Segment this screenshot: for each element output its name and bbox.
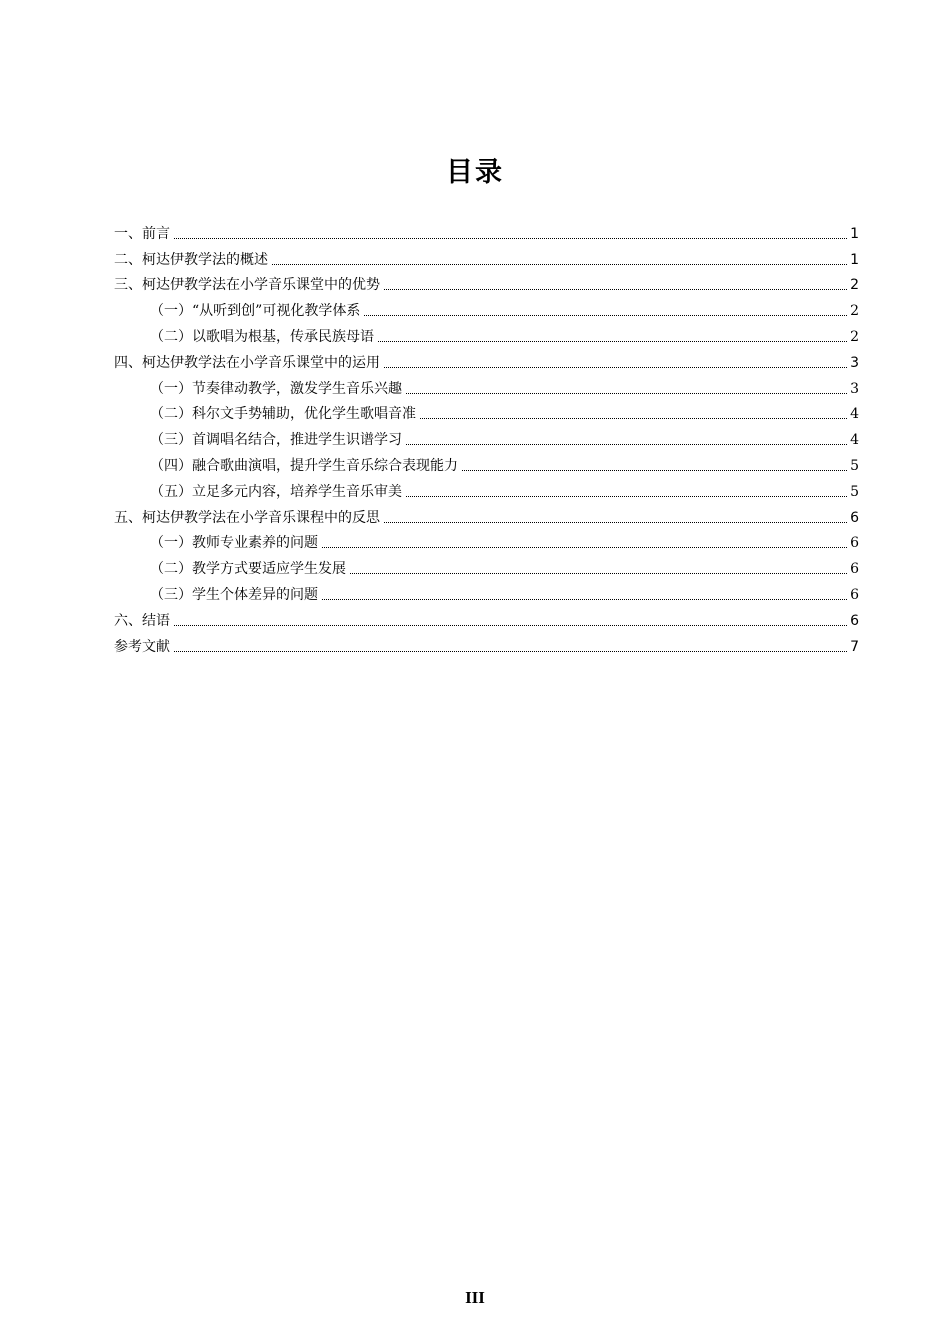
toc-dot-leader: [174, 625, 847, 626]
toc-subentry-3-1[interactable]: [114, 295, 859, 321]
toc-subentry-5-1[interactable]: [114, 528, 859, 554]
toc-dot-leader: [406, 393, 847, 394]
toc-entry-label: 六、结语: [114, 612, 170, 629]
toc-entry-label: （一）“从听到创”可视化教学体系: [150, 303, 361, 320]
toc-entry-label: （二）以歌唱为根基，传承民族母语: [150, 328, 374, 345]
toc-subentry-4-5[interactable]: [114, 476, 859, 502]
toc-subentry-5-3[interactable]: [114, 579, 859, 605]
toc-entry-page: 6: [850, 586, 859, 603]
toc-entry-label: （三）首调唱名结合，推进学生识谱学习: [150, 432, 402, 449]
toc-subentry-3-2[interactable]: [114, 321, 859, 347]
toc-entry-page: 1: [850, 251, 859, 268]
toc-entry-conclusion[interactable]: [114, 605, 859, 631]
toc-entry-label: （五）立足多元内容，培养学生音乐审美: [150, 483, 402, 500]
toc-entry-page: 1: [850, 225, 859, 242]
toc-entry-page: 3: [850, 380, 859, 397]
toc-dot-leader: [350, 573, 847, 574]
toc-dot-leader: [420, 418, 847, 419]
page-title: 目录: [446, 157, 504, 188]
table-of-contents: [114, 218, 859, 657]
toc-entry-label: 一、前言: [114, 225, 170, 242]
toc-entry-page: 2: [850, 303, 859, 320]
toc-entry-advantages[interactable]: [114, 270, 859, 296]
page-number: III: [465, 1288, 485, 1307]
toc-dot-leader: [384, 367, 847, 368]
toc-entry-references[interactable]: [114, 631, 859, 657]
toc-entry-label: （二）教学方式要适应学生发展: [150, 561, 346, 578]
toc-entry-label: 三、柯达伊教学法在小学音乐课堂中的优势: [114, 277, 380, 294]
toc-entry-label: （二）科尔文手势辅助，优化学生歌唱音准: [150, 406, 416, 423]
toc-entry-page: 4: [850, 432, 859, 449]
toc-subentry-4-4[interactable]: [114, 450, 859, 476]
toc-entry-label: （一）教师专业素养的问题: [150, 535, 318, 552]
toc-dot-leader: [272, 264, 847, 265]
toc-dot-leader: [364, 315, 847, 316]
toc-dot-leader: [322, 547, 847, 548]
toc-entry-page: 2: [850, 277, 859, 294]
toc-entry-application[interactable]: [114, 347, 859, 373]
toc-dot-leader: [378, 341, 847, 342]
toc-entry-reflection[interactable]: [114, 502, 859, 528]
toc-entry-page: 5: [850, 483, 859, 500]
toc-entry-page: 3: [850, 354, 859, 371]
toc-dot-leader: [384, 289, 847, 290]
toc-subentry-4-2[interactable]: [114, 399, 859, 425]
toc-dot-leader: [174, 238, 847, 239]
toc-entry-overview[interactable]: [114, 244, 859, 270]
toc-dot-leader: [406, 496, 847, 497]
toc-entry-page: 7: [850, 638, 859, 655]
toc-dot-leader: [462, 470, 847, 471]
toc-entry-page: 2: [850, 328, 859, 345]
toc-entry-page: 6: [850, 612, 859, 629]
toc-subentry-5-2[interactable]: [114, 553, 859, 579]
toc-dot-leader: [384, 522, 847, 523]
toc-entry-label: （三）学生个体差异的问题: [150, 586, 318, 603]
toc-entry-label: 参考文献: [114, 638, 170, 655]
toc-entry-page: 5: [850, 457, 859, 474]
toc-subentry-4-1[interactable]: [114, 373, 859, 399]
toc-subentry-4-3[interactable]: [114, 424, 859, 450]
toc-entry-label: （四）融合歌曲演唱，提升学生音乐综合表现能力: [150, 457, 458, 474]
toc-entry-label: 四、柯达伊教学法在小学音乐课堂中的运用: [114, 354, 380, 371]
toc-entry-preface[interactable]: [114, 218, 859, 244]
toc-entry-page: 6: [850, 561, 859, 578]
toc-entry-label: 五、柯达伊教学法在小学音乐课程中的反思: [114, 509, 380, 526]
toc-entry-label: 二、柯达伊教学法的概述: [114, 251, 268, 268]
toc-entry-page: 6: [850, 509, 859, 526]
toc-dot-leader: [406, 444, 847, 445]
toc-entry-page: 4: [850, 406, 859, 423]
toc-entry-page: 6: [850, 535, 859, 552]
toc-dot-leader: [174, 651, 847, 652]
toc-entry-label: （一）节奏律动教学，激发学生音乐兴趣: [150, 380, 402, 397]
toc-dot-leader: [322, 599, 847, 600]
